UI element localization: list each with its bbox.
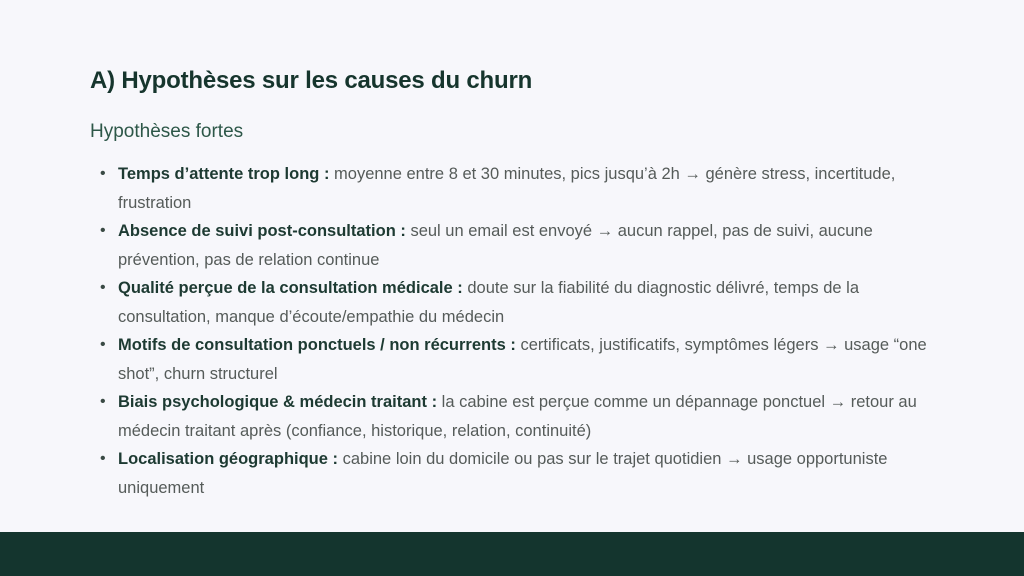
item-title: Absence de suivi post-consultation :	[118, 222, 406, 240]
bullet-icon: •	[100, 450, 106, 467]
item-text: seul un email est envoyé → aucun rappel, pas de suivi, aucune prévention, pas de relation continue	[118, 222, 873, 269]
item-text: doute sur la fiabilité du diagnostic délivré, temps de la consultation, manque d’écoute/empathie du médecin	[118, 279, 859, 326]
item-title: Biais psychologique & médecin traitant :	[118, 393, 438, 411]
bullet-icon: •	[100, 336, 106, 353]
bullet-icon: •	[100, 222, 106, 239]
list-item	[100, 160, 940, 217]
item-title: Localisation géographique :	[118, 450, 339, 468]
slide-title: A) Hypothèses sur les causes du churn	[90, 67, 533, 94]
list-item	[100, 274, 940, 331]
list-item	[100, 331, 940, 388]
section-subtitle: Hypothèses fortes	[90, 121, 244, 142]
bullet-icon: •	[100, 279, 106, 296]
item-text: cabine loin du domicile ou pas sur le trajet quotidien → usage opportuniste uniquement	[118, 450, 888, 497]
item-title: Motifs de consultation ponctuels / non récurrents :	[118, 336, 516, 354]
list-item	[100, 217, 940, 274]
hypotheses-list	[100, 160, 940, 502]
item-text: moyenne entre 8 et 30 minutes, pics jusqu’à 2h → génère stress, incertitude, frustration	[118, 165, 896, 212]
item-title: Temps d’attente trop long :	[118, 165, 330, 183]
bullet-icon: •	[100, 393, 106, 410]
footer-bar	[0, 532, 1024, 576]
bullet-icon: •	[100, 165, 106, 182]
item-text: la cabine est perçue comme un dépannage ponctuel → retour au médecin traitant après (confiance, historique, relation, continuité)	[118, 393, 917, 440]
item-text: certificats, justificatifs, symptômes légers → usage “one shot”, churn structurel	[118, 336, 927, 383]
list-item	[100, 388, 940, 445]
list-item	[100, 445, 940, 502]
item-title: Qualité perçue de la consultation médicale :	[118, 279, 463, 297]
